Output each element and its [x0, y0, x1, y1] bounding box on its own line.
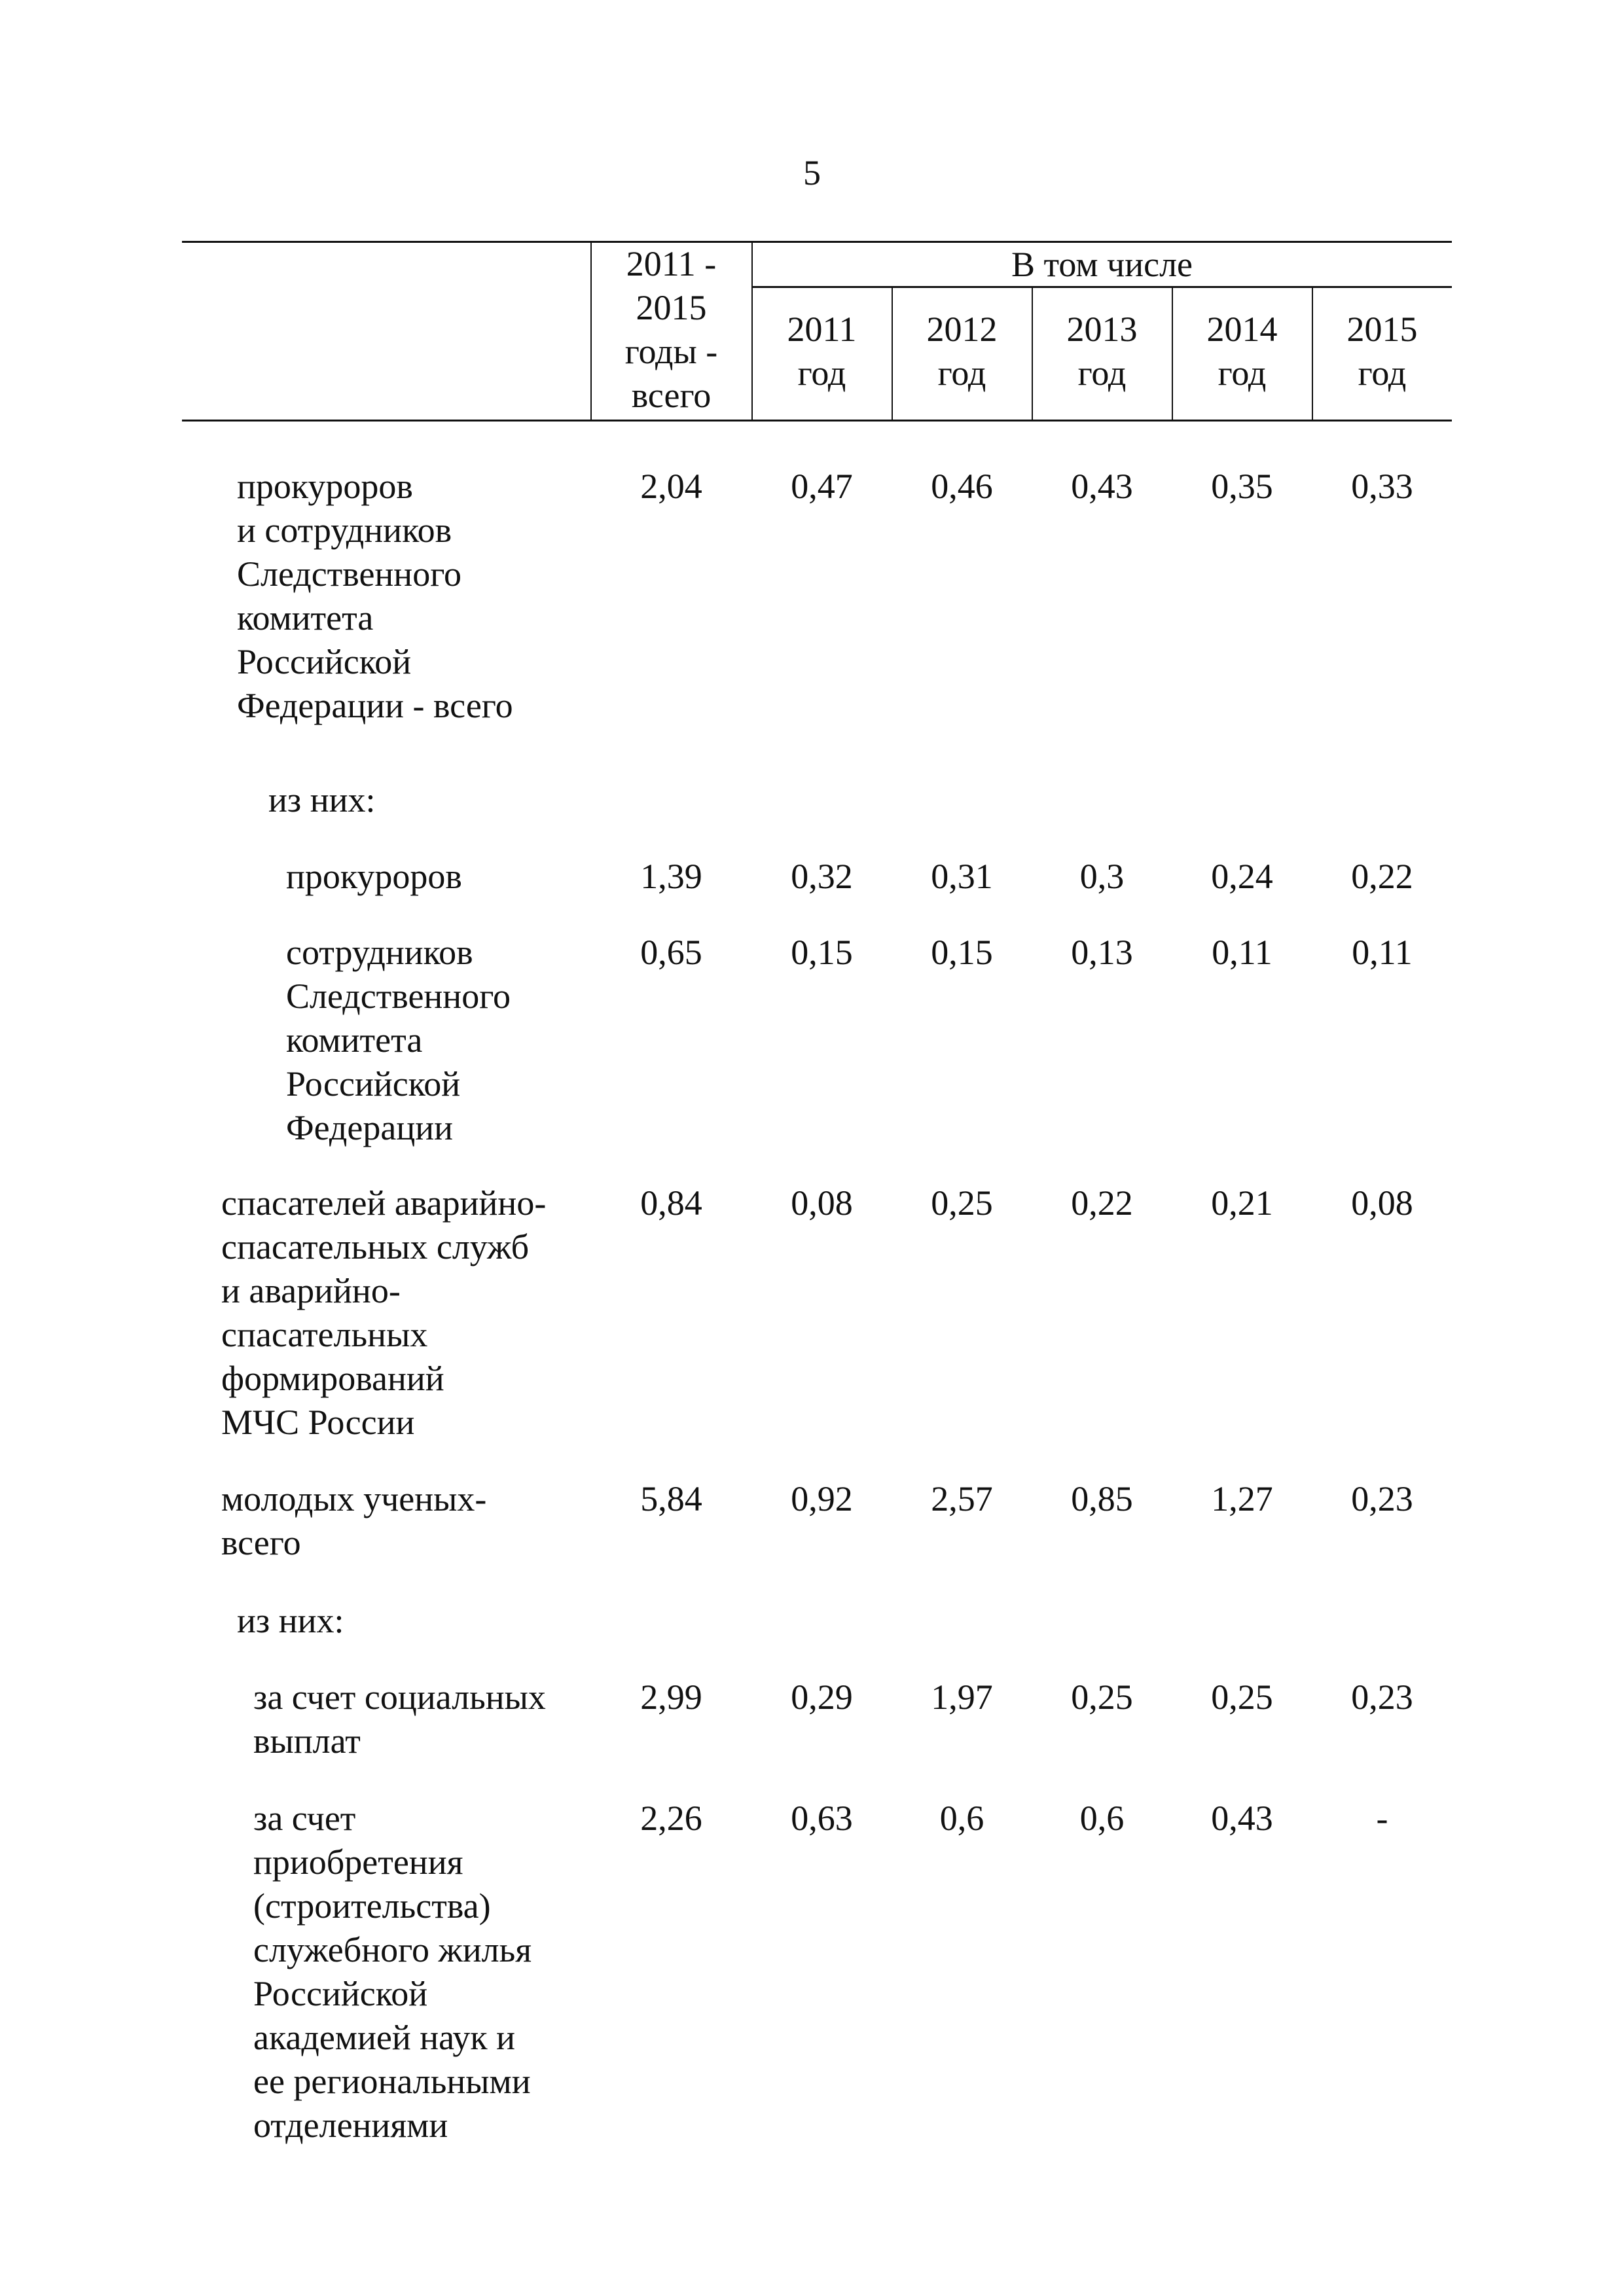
value-2012: 1,97 — [931, 1677, 993, 1717]
value-2015: 0,23 — [1351, 1479, 1413, 1518]
value-2015: 0,08 — [1351, 1183, 1413, 1223]
value-2014: 0,24 — [1211, 857, 1273, 896]
value-total: 2,26 — [640, 1799, 702, 1838]
value-total: 2,99 — [640, 1677, 702, 1717]
row-label: за счет социальных выплат — [253, 1677, 546, 1761]
page-number: 5 — [803, 153, 821, 192]
value-2012: 0,15 — [931, 933, 993, 972]
row-label: за счет приобретения (строительства) служебного жилья Российской академией наук и ее региональными отделениями — [253, 1799, 532, 2145]
value-2015: - — [1376, 1799, 1388, 1838]
value-2012: 2,57 — [931, 1479, 993, 1518]
row-label: прокуроров и сотрудников Следственного комитета Российской Федерации - всего — [237, 467, 513, 725]
value-2013: 0,85 — [1071, 1479, 1133, 1518]
value-2013: 0,43 — [1071, 467, 1133, 506]
value-2015: 0,22 — [1351, 857, 1413, 896]
header-year-2015: 2015 год — [1346, 310, 1418, 393]
value-2015: 0,11 — [1352, 933, 1413, 972]
value-2014: 0,43 — [1211, 1799, 1273, 1838]
value-2014: 0,25 — [1211, 1677, 1273, 1717]
value-2014: 0,11 — [1212, 933, 1272, 972]
value-2012: 0,31 — [931, 857, 993, 896]
value-2013: 0,25 — [1071, 1677, 1133, 1717]
value-total: 5,84 — [640, 1479, 702, 1518]
value-2013: 0,6 — [1079, 1799, 1125, 1838]
row-label: спасателей аварийно- спасательных служб и аварийно- спасательных формирований МЧС России — [221, 1183, 547, 1442]
value-2012: 0,46 — [931, 467, 993, 506]
value-total: 0,65 — [640, 933, 702, 972]
value-2013: 0,3 — [1079, 857, 1125, 896]
value-total: 2,04 — [640, 467, 702, 506]
value-2011: 0,92 — [791, 1479, 853, 1518]
value-2011: 0,47 — [791, 467, 853, 506]
value-2011: 0,29 — [791, 1677, 853, 1717]
row-label: из них: — [268, 780, 376, 819]
row-label: сотрудников Следственного комитета Российской Федерации — [286, 933, 511, 1147]
value-2012: 0,6 — [939, 1799, 984, 1838]
value-2011: 0,08 — [791, 1183, 853, 1223]
row-label: из них: — [237, 1601, 344, 1640]
value-2014: 0,35 — [1211, 467, 1273, 506]
row-label: молодых ученых- всего — [221, 1479, 487, 1562]
row-label: прокуроров — [286, 857, 462, 896]
value-2015: 0,33 — [1351, 467, 1413, 506]
value-total: 1,39 — [640, 857, 702, 896]
header-year-2013: 2013 год — [1066, 310, 1138, 393]
value-2012: 0,25 — [931, 1183, 993, 1223]
header-year-2014: 2014 год — [1206, 310, 1278, 393]
header-total: 2011 - 2015 годы - всего — [624, 244, 718, 415]
header-bottom-rule — [182, 420, 1452, 422]
value-2011: 0,32 — [791, 857, 853, 896]
header-group: В том числе — [1011, 245, 1193, 284]
value-2013: 0,22 — [1071, 1183, 1133, 1223]
header-year-2012: 2012 год — [926, 310, 998, 393]
value-2011: 0,63 — [791, 1799, 853, 1838]
value-total: 0,84 — [640, 1183, 702, 1223]
value-2013: 0,13 — [1071, 933, 1133, 972]
header-year-2011: 2011 год — [787, 310, 857, 393]
value-2015: 0,23 — [1351, 1677, 1413, 1717]
value-2014: 0,21 — [1211, 1183, 1273, 1223]
value-2011: 0,15 — [791, 933, 853, 972]
value-2014: 1,27 — [1211, 1479, 1273, 1518]
